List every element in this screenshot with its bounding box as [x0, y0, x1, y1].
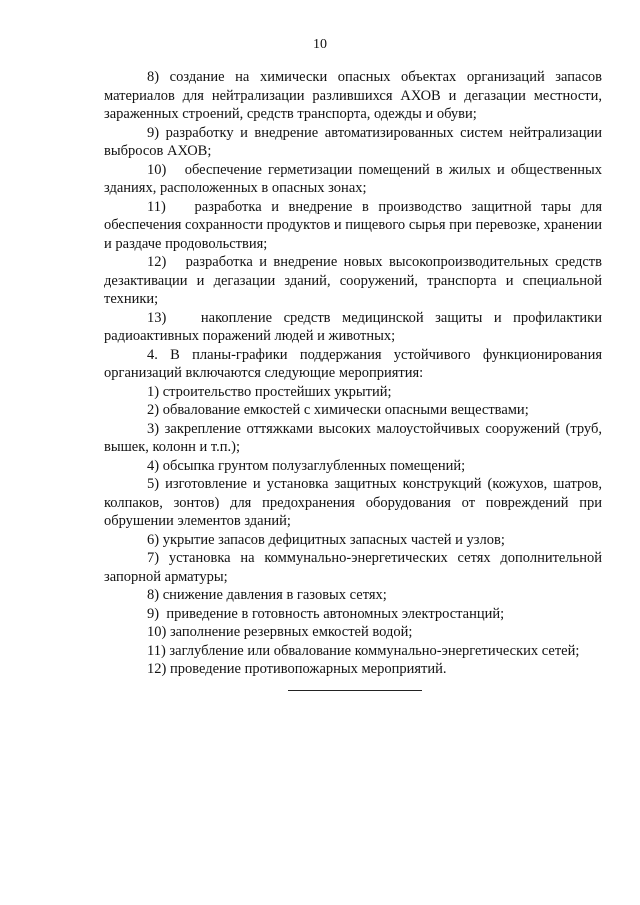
paragraph: 11) разработка и внедрение в производство защитной тары для обеспечения сохранности продуктов и пищевого сырья при перевозке, хранении и раздаче продовольствия; [104, 198, 606, 252]
paragraph: 7) установка на коммунально-энергетических сетях дополнительной запорной арматуры; [104, 550, 606, 585]
paragraph: 11) заглубление или обвалование коммунально-энергетических сетей; [147, 642, 580, 659]
paragraph: 5) изготовление и установка защитных конструкций (кожухов, шатров, колпаков, зонтов) для предохранения оборудования от повреждений при обрушении элементов зданий; [104, 476, 606, 529]
paragraph: 13) накопление средств медицинской защиты и профилактики радиоактивных поражений людей и животных; [104, 309, 606, 344]
paragraph: 4) обсыпка грунтом полузаглубленных помещений; [147, 457, 466, 474]
paragraph: 6) укрытие запасов дефицитных запасных частей и узлов; [147, 531, 505, 548]
paragraph: 12) разработка и внедрение новых высокопроизводительных средств дезактивации и дегазации зданий, сооружений, транспорта и специальной техники; [104, 254, 606, 307]
paragraph: 8) создание на химически опасных объектах организаций запасов материалов для нейтрализации разлившихся АХОВ и дегазации местности, зараженных строений, средств транспорта, одежды и обуви; [104, 69, 606, 122]
paragraph: 9) разработку и внедрение автоматизированных систем нейтрализации выбросов АХОВ; [104, 124, 606, 159]
document-body [104, 68, 606, 679]
page-number: 10 [313, 37, 327, 52]
paragraph: 10) обеспечение герметизации помещений в жилых и общественных зданиях, расположенных в опасных зонах; [104, 161, 606, 196]
paragraph: 9) приведение в готовность автономных электростанций; [147, 605, 505, 622]
paragraph: 10) заполнение резервных емкостей водой; [147, 624, 413, 640]
paragraph: 12) проведение противопожарных мероприятий. [147, 661, 447, 677]
paragraph: 1) строительство простейших укрытий; [147, 383, 392, 400]
paragraph: 2) обвалование емкостей с химически опасными веществами; [147, 402, 529, 418]
paragraph: 8) снижение давления в газовых сетях; [147, 587, 387, 603]
paragraph: 4. В планы-графики поддержания устойчивого функционирования организаций включаются следующие мероприятия: [104, 346, 606, 381]
end-of-document-line [288, 690, 422, 691]
paragraph: 3) закрепление оттяжками высоких малоустойчивых сооружений (труб, вышек, колонн и т.п.); [104, 420, 606, 455]
